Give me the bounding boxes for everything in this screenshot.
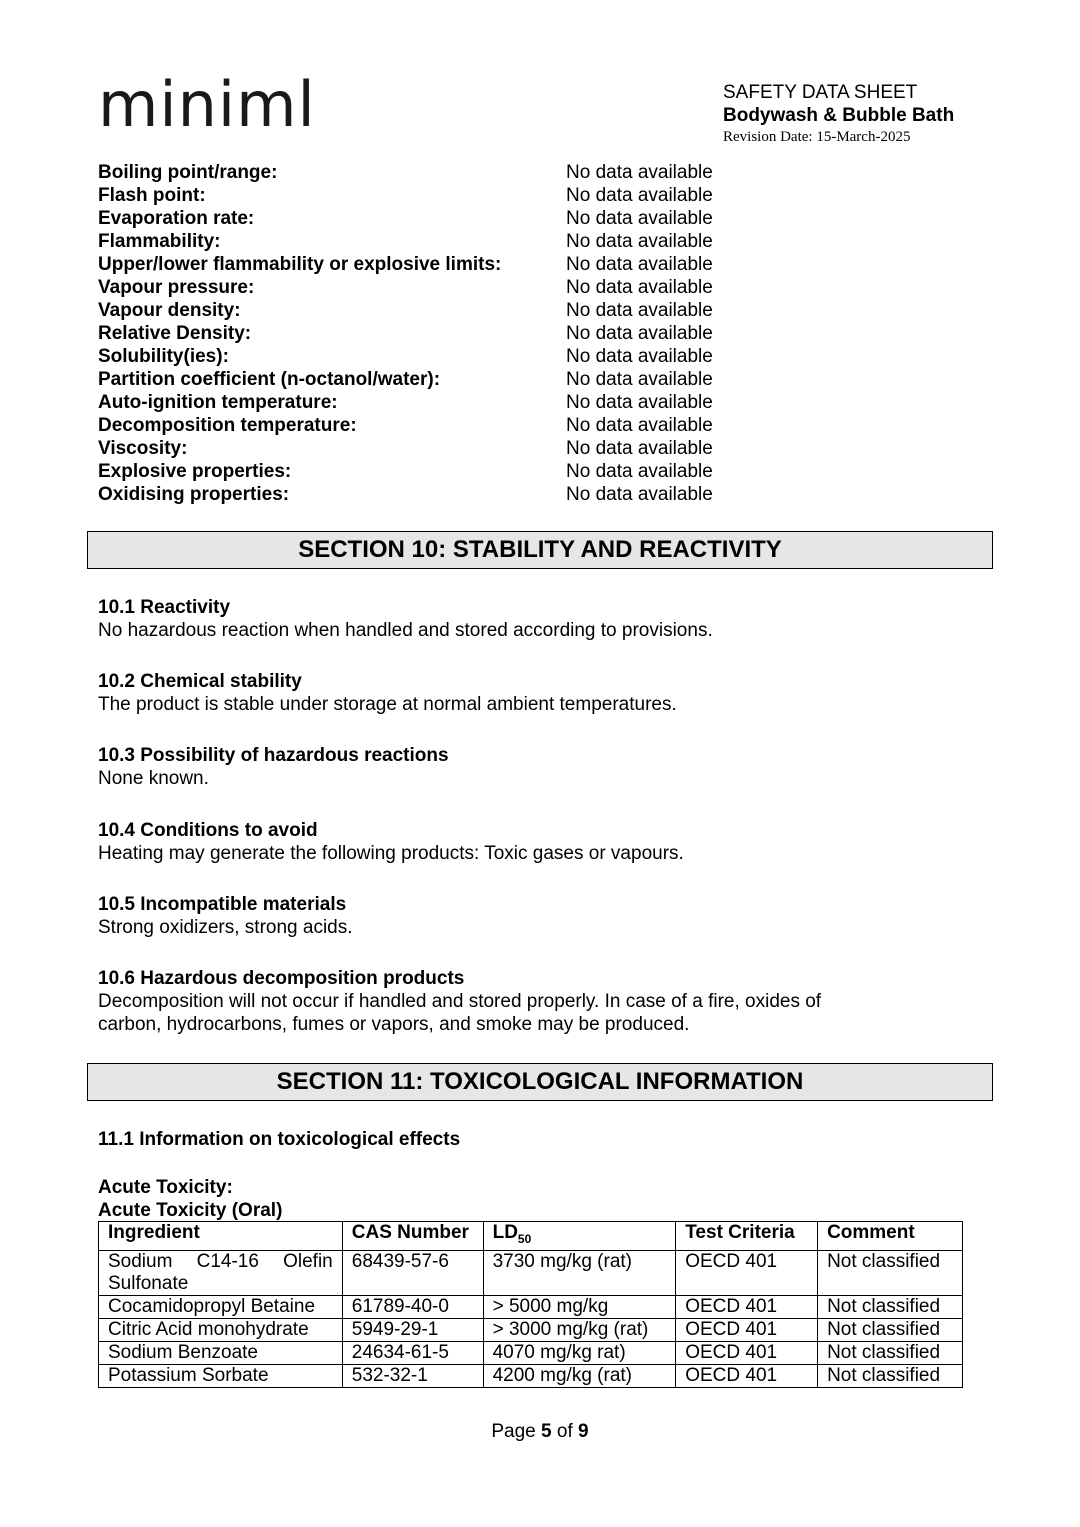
subsection-heading: 10.6 Hazardous decomposition products [98,968,465,989]
cell-cas: 24634-61-5 [342,1341,483,1364]
property-label: Evaporation rate: [98,208,255,229]
subsection-text: Strong oxidizers, strong acids. [98,917,353,938]
property-row [98,391,798,414]
property-value: No data available [566,461,713,482]
property-row [98,161,798,184]
subsection-10-3 [98,744,978,790]
property-label: Flammability: [98,231,221,252]
cell-test-criteria: OECD 401 [676,1364,818,1387]
cell-comment: Not classified [818,1364,963,1387]
subsection-heading: 10.2 Chemical stability [98,671,302,692]
cell-test-criteria: OECD 401 [676,1295,818,1318]
cell-comment: Not classified [818,1250,963,1295]
property-value: No data available [566,300,713,321]
col-header-ingredient: Ingredient [99,1222,343,1251]
property-value: No data available [566,323,713,344]
property-row [98,230,798,253]
properties-list [98,161,798,506]
property-value: No data available [566,346,713,367]
subsection-text: None known. [98,768,209,789]
property-label: Solubility(ies): [98,346,229,367]
property-label: Relative Density: [98,323,252,344]
cell-ingredient: Sodium C14-16 Olefin Sulfonate [99,1250,343,1295]
subsection-10-4 [98,819,978,865]
col-header-comment: Comment [818,1222,963,1251]
cell-ingredient: Cocamidopropyl Betaine [99,1295,343,1318]
cell-cas: 532-32-1 [342,1364,483,1387]
table-header-row [99,1222,963,1251]
cell-cas: 68439-57-6 [342,1250,483,1295]
cell-ld50: 4200 mg/kg (rat) [483,1364,676,1387]
property-row [98,345,798,368]
property-row [98,207,798,230]
acute-toxicity-oral-label: Acute Toxicity (Oral) [98,1200,283,1221]
property-label: Upper/lower flammability or explosive limits: [98,254,502,275]
table-row [99,1250,963,1295]
subsection-11-1-heading: 11.1 Information on toxicological effects [98,1129,461,1150]
page-separator: of [556,1421,573,1442]
property-row [98,276,798,299]
doc-type: SAFETY DATA SHEET [723,82,918,103]
property-value: No data available [566,277,713,298]
property-label: Partition coefficient (n-octanol/water): [98,369,441,390]
cell-test-criteria: OECD 401 [676,1341,818,1364]
brand-logo: miniml [98,68,316,141]
table-row [99,1364,963,1387]
property-label: Viscosity: [98,438,188,459]
subsection-10-6 [98,967,888,1036]
subsection-heading: 10.5 Incompatible materials [98,894,347,915]
subsection-10-1 [98,596,978,642]
subsection-heading: 10.3 Possibility of hazardous reactions [98,745,449,766]
subsection-text: Heating may generate the following products: Toxic gases or vapours. [98,843,684,864]
property-value: No data available [566,162,713,183]
subsection-text: No hazardous reaction when handled and stored according to provisions. [98,620,713,641]
col-header-cas: CAS Number [342,1222,483,1251]
property-value: No data available [566,208,713,229]
section-10-title: SECTION 10: STABILITY AND REACTIVITY [87,531,993,569]
subsection-text: Decomposition will not occur if handled and stored properly. In case of a fire, oxides of carbon, hydrocarbons, fumes or vapors, and smoke may be produced. [98,991,822,1035]
cell-comment: Not classified [818,1341,963,1364]
property-row [98,184,798,207]
property-value: No data available [566,254,713,275]
table-row [99,1318,963,1341]
acute-toxicity-label: Acute Toxicity: [98,1177,233,1198]
subsection-10-5 [98,893,978,939]
subsection-heading: 10.4 Conditions to avoid [98,820,318,841]
property-row [98,299,798,322]
cell-ld50: > 3000 mg/kg (rat) [483,1318,676,1341]
property-label: Explosive properties: [98,461,292,482]
page-total: 9 [578,1421,589,1442]
cell-comment: Not classified [818,1318,963,1341]
property-value: No data available [566,231,713,252]
page-prefix: Page [491,1421,536,1442]
cell-ingredient: Potassium Sorbate [99,1364,343,1387]
property-label: Flash point: [98,185,206,206]
property-value: No data available [566,392,713,413]
cell-comment: Not classified [818,1295,963,1318]
table-row [99,1295,963,1318]
col-header-test-criteria: Test Criteria [676,1222,818,1251]
property-value: No data available [566,438,713,459]
cell-ld50: 3730 mg/kg (rat) [483,1250,676,1295]
property-label: Vapour density: [98,300,241,321]
property-value: No data available [566,484,713,505]
revision-date: Revision Date: 15-March-2025 [723,129,911,145]
property-row [98,368,798,391]
property-row [98,483,798,506]
property-label: Decomposition temperature: [98,415,357,436]
property-row [98,414,798,437]
cell-cas: 61789-40-0 [342,1295,483,1318]
property-row [98,253,798,276]
page-current: 5 [541,1421,552,1442]
property-label: Auto-ignition temperature: [98,392,338,413]
property-row [98,437,798,460]
subsection-text: The product is stable under storage at normal ambient temperatures. [98,694,677,715]
table-row [99,1341,963,1364]
cell-ld50: 4070 mg/kg rat) [483,1341,676,1364]
property-value: No data available [566,415,713,436]
property-value: No data available [566,369,713,390]
cell-ingredient: Sodium Benzoate [99,1341,343,1364]
subsection-heading: 10.1 Reactivity [98,597,231,618]
cell-test-criteria: OECD 401 [676,1318,818,1341]
section-11-title: SECTION 11: TOXICOLOGICAL INFORMATION [87,1063,993,1101]
subsection-10-2 [98,670,978,716]
cell-ld50: > 5000 mg/kg [483,1295,676,1318]
document-header [723,82,954,146]
property-value: No data available [566,185,713,206]
page-footer [0,1421,1080,1443]
property-row [98,460,798,483]
property-label: Oxidising properties: [98,484,290,505]
property-row [98,322,798,345]
cell-ingredient: Citric Acid monohydrate [99,1318,343,1341]
acute-toxicity-table [98,1221,963,1388]
product-name: Bodywash & Bubble Bath [723,105,955,126]
cell-cas: 5949-29-1 [342,1318,483,1341]
col-header-ld50: $LD_{50}$ [483,1222,676,1251]
cell-test-criteria: OECD 401 [676,1250,818,1295]
property-label: Vapour pressure: [98,277,255,298]
property-label: Boiling point/range: [98,162,278,183]
